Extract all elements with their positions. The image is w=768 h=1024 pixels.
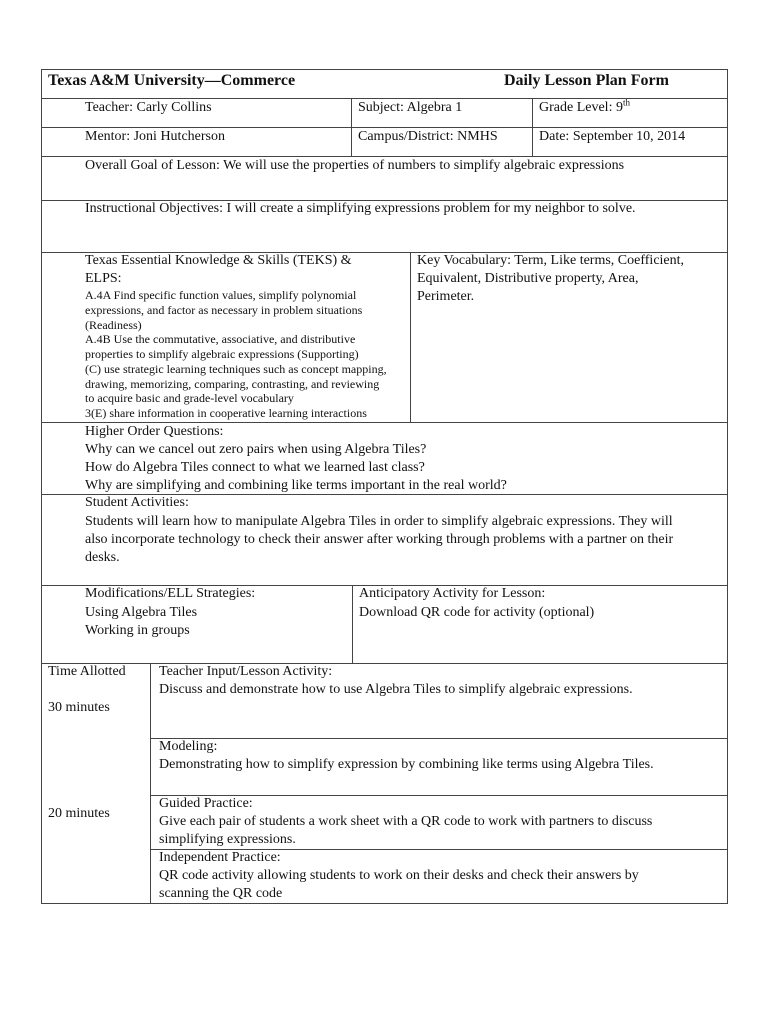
anticipatory-heading: Anticipatory Activity for Lesson: [359,586,546,601]
student-activities-heading: Student Activities: [85,495,189,510]
university-title: Texas A&M University—Commerce [48,72,296,89]
guided-practice-heading: Guided Practice: [159,796,253,811]
teks-line: A.4A Find specific function values, simplify polynomial [85,288,357,302]
modification-item: Working in groups [85,623,190,638]
teks-line: (C) use strategic learning techniques such as concept mapping, [85,362,387,376]
teacher-input-heading: Teacher Input/Lesson Activity: [159,664,333,679]
teacher-input-text: Discuss and demonstrate how to use Algebra Tiles to simplify algebraic expressions. [159,682,633,697]
form-title: Daily Lesson Plan Form [504,72,669,89]
student-activities-line: also incorporate technology to check their answer after working through problems with a partner on their [85,532,674,547]
teks-line: properties to simplify algebraic expressions (Supporting) [85,347,359,361]
instructional-objectives: Instructional Objectives: I will create a simplifying expressions problem for my neighbor to solve. [85,201,636,216]
mentor-name: Mentor: Joni Hutcherson [85,129,225,144]
higher-order-heading: Higher Order Questions: [85,424,224,439]
teks-heading-line1: Texas Essential Knowledge & Skills (TEKS) & [85,253,352,268]
higher-order-question: How do Algebra Tiles connect to what we learned last class? [85,460,425,475]
lesson-plan-form [41,69,728,904]
guided-practice-line: simplifying expressions. [159,832,296,847]
campus-district: Campus/District: NMHS [358,129,498,144]
teacher-name: Teacher: Carly Collins [85,100,212,115]
teks-line: drawing, memorizing, comparing, contrasting, and reviewing [85,377,380,391]
modeling-heading: Modeling: [159,739,218,754]
overall-goal: Overall Goal of Lesson: We will use the properties of numbers to simplify algebraic expressions [85,158,625,173]
subject: Subject: Algebra 1 [358,100,463,115]
grade-level-suffix: th [622,97,630,108]
independent-practice-line: QR code activity allowing students to work on their desks and check their answers by [159,868,639,883]
lesson-date: Date: September 10, 2014 [539,129,686,144]
higher-order-question: Why can we cancel out zero pairs when using Algebra Tiles? [85,442,427,457]
vocabulary-line: Equivalent, Distributive property, Area, [417,271,639,286]
independent-practice-heading: Independent Practice: [159,850,281,865]
vocabulary-line: Perimeter. [417,289,475,304]
teks-heading-line2: ELPS: [85,271,122,286]
time-first: 30 minutes [48,700,110,715]
teks-line: (Readiness) [85,318,142,332]
modeling-text: Demonstrating how to simplify expression by combining like terms using Algebra Tiles. [159,757,654,772]
modification-item: Using Algebra Tiles [85,605,198,620]
teks-line: to acquire basic and grade-level vocabulary [85,391,294,405]
grade-level [539,99,630,117]
guided-practice-line: Give each pair of students a work sheet with a QR code to work with partners to discuss [159,814,653,829]
grade-level-text: Grade Level: 9 [539,100,623,115]
teks-line: A.4B Use the commutative, associative, and distributive [85,332,356,346]
higher-order-question: Why are simplifying and combining like terms important in the real world? [85,478,507,493]
time-heading: Time Allotted [48,664,126,679]
modifications-heading: Modifications/ELL Strategies: [85,586,256,601]
anticipatory-text: Download QR code for activity (optional) [359,605,595,620]
time-second: 20 minutes [48,806,110,821]
teks-line: 3(E) share information in cooperative learning interactions [85,406,367,420]
vocabulary-line: Key Vocabulary: Term, Like terms, Coefficient, [417,253,685,268]
teks-line: expressions, and factor as necessary in problem situations [85,303,363,317]
student-activities-line: desks. [85,550,120,565]
independent-practice-line: scanning the QR code [159,886,283,901]
student-activities-line: Students will learn how to manipulate Algebra Tiles in order to simplify algebraic expressions. They will [85,514,673,529]
